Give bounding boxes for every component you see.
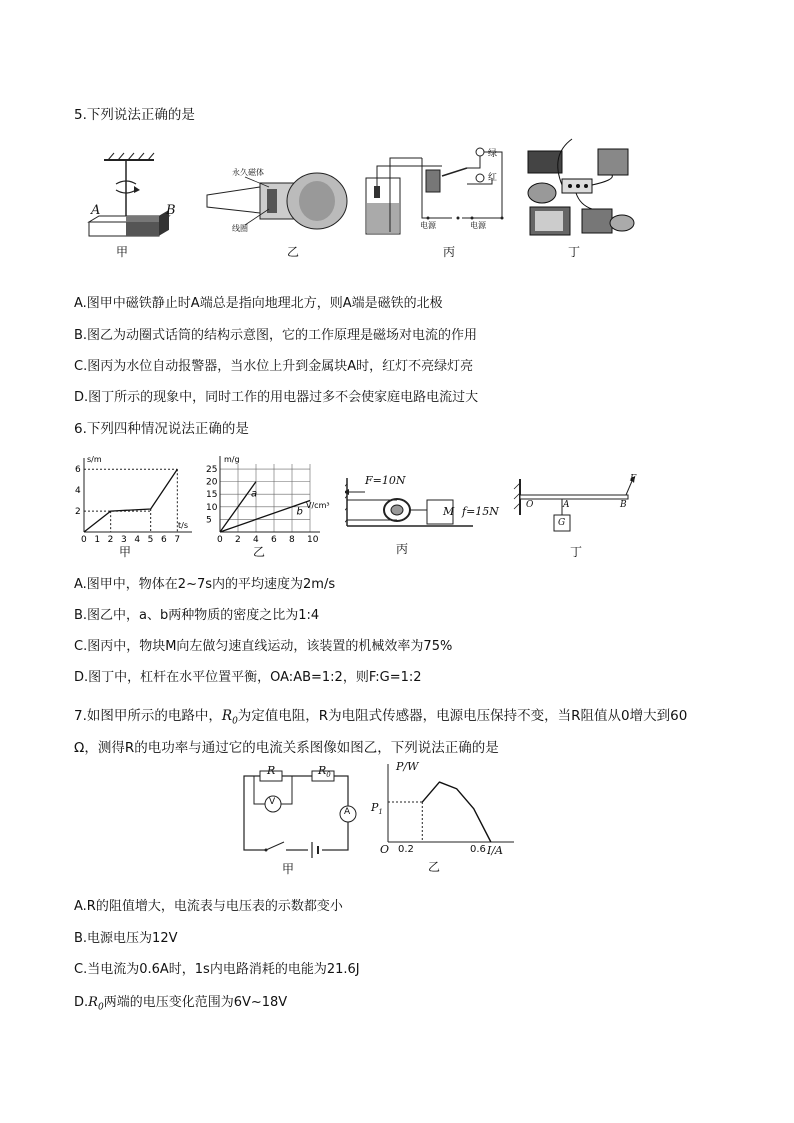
y-axis-label: s/m [87, 455, 102, 464]
q5-power1-label: 电源 [420, 221, 436, 230]
q5-option-c: C.图丙为水位自动报警器，当水位上升到金属块A时，红灯不亮绿灯亮 [74, 359, 474, 374]
q7-voltmeter-label: V [269, 797, 276, 807]
q7-fig-a-circuit [230, 762, 360, 862]
q6-option-d: D.图丁中，杠杆在水平位置平衡，OA:AB=1:2，则F:G=1:2 [74, 670, 422, 685]
q7-p-axis-label: P/W [396, 760, 419, 773]
q6-force-f-label: F=10N [365, 474, 406, 487]
q5-option-a: A.图甲中磁铁静止时A端总是指向地理北方，则A端是磁铁的北极 [74, 296, 443, 311]
y-tick-label: 4 [75, 486, 81, 497]
series-label-b: b [296, 506, 303, 518]
q7-option-d-r0: $R_0$ [88, 995, 104, 1013]
q7-p1-label: $P_1$ [371, 801, 383, 817]
x-tick-label: 6 [161, 535, 167, 545]
q7-stem-pre: 7.如图甲所示的电路中， [74, 708, 222, 724]
x-tick-label: 4 [253, 535, 259, 545]
x-tick-label: 0 [81, 535, 87, 545]
q6-friction-label: f=15N [462, 505, 499, 518]
q7-stem-line1 [74, 704, 687, 727]
y-tick-label: 10 [206, 502, 218, 513]
y-tick-label: 6 [75, 465, 81, 476]
y-tick-label: 25 [206, 465, 218, 476]
q5-mic-magnet-label: 永久磁体 [232, 168, 264, 177]
q7-circuit-r-label: R [267, 764, 276, 777]
q5-green-lamp-label: 绿 [488, 149, 498, 159]
q6-lever-a: A [563, 500, 570, 510]
q7-circuit-r0-label: $R_0$ [318, 764, 331, 780]
q5-fig-c-caption: 丙 [443, 245, 456, 259]
q7-fig-a-caption: 甲 [282, 862, 295, 876]
q6-fig-b-mv-chart [198, 450, 338, 545]
x-tick-label: 0 [217, 535, 223, 545]
q5-fig-b-caption: 乙 [287, 245, 300, 259]
q6-lever-f: F [630, 474, 637, 484]
q6-lever-o: O [526, 500, 534, 510]
q7-i-axis-label: I/A [487, 844, 503, 857]
y-tick-label: 2 [75, 507, 81, 518]
series-label-a: a [251, 488, 258, 500]
q6-lever-g: G [558, 518, 566, 528]
q5-mic-coil-label: 线圈 [232, 224, 248, 233]
q7-x-06-label: 0.6 [470, 844, 486, 855]
x-tick-label: 2 [235, 535, 241, 545]
q5-fig-a-end-a: A [91, 203, 101, 218]
q5-power2-label: 电源 [470, 221, 486, 230]
q6-fig-d-caption: 丁 [570, 545, 583, 559]
q7-option-b: B.电源电压为12V [74, 931, 178, 946]
q5-fig-a-caption: 甲 [116, 245, 129, 259]
q7-origin-label: O [380, 843, 390, 856]
series-line-st [84, 469, 177, 532]
x-tick-label: 1 [94, 535, 101, 545]
q7-r0-symbol: $R_0$ [221, 708, 238, 727]
q5-fig-d-overloaded-socket [520, 135, 640, 245]
q6-fig-d-lever [512, 475, 642, 545]
series-curve-pi [422, 782, 491, 842]
q7-x-02-label: 0.2 [398, 844, 414, 855]
q6-fig-a-caption: 甲 [119, 545, 132, 559]
q6-fig-a-st-chart [70, 450, 200, 545]
q7-option-d: $D.R_0$两端的电压变化范围为6V~18V [74, 995, 288, 1013]
x-tick-label: 2 [107, 535, 114, 545]
q7-stem-line2: Ω，测得R的电功率与通过它的电流关系图像如图乙，下列说法正确的是 [74, 740, 499, 756]
q6-option-b: B.图乙中，a、b两种物质的密度之比为1:4 [74, 608, 320, 623]
q6-fig-b-caption: 乙 [253, 545, 266, 559]
q7-option-a: A.R的阻值增大，电流表与电压表的示数都变小 [74, 899, 343, 914]
x-tick-label: 4 [134, 535, 141, 545]
q6-option-c: C.图丙中，物块M向左做匀速直线运动，该装置的机械效率为75% [74, 639, 453, 654]
q5-option-d: D.图丁所示的现象中，同时工作的用电器过多不会使家庭电路电流过大 [74, 390, 479, 405]
q5-option-b: B.图乙为动圈式话筒的结构示意图，它的工作原理是磁场对电流的作用 [74, 328, 478, 343]
q5-fig-a-suspended-magnet [84, 150, 194, 260]
x-axis-label: t/s [178, 521, 188, 530]
q7-option-c: C.当电流为0.6A时，1s内电路消耗的电能为21.6J [74, 962, 360, 977]
x-tick-label: 8 [289, 535, 295, 545]
x-tick-label: 5 [147, 535, 154, 545]
x-tick-label: 10 [307, 535, 319, 545]
x-tick-label: 3 [121, 535, 127, 545]
q6-stem: 6.下列四种情况说法正确的是 [74, 421, 249, 437]
y-tick-label: 5 [206, 515, 212, 526]
q6-block-m-label: M [443, 505, 455, 518]
x-axis-label: V/cm³ [306, 501, 330, 510]
x-tick-label: 7 [174, 535, 181, 545]
q5-fig-a-end-b: B [166, 203, 176, 218]
q5-stem: 5.下列说法正确的是 [74, 107, 195, 123]
q5-fig-b-microphone [205, 165, 350, 240]
q6-fig-c-caption: 丙 [396, 542, 409, 556]
y-tick-label: 20 [206, 477, 218, 488]
q5-fig-d-caption: 丁 [568, 245, 581, 259]
q6-option-a: A.图甲中，物体在2~7s内的平均速度为2m/s [74, 577, 336, 592]
q7-ammeter-label: A [344, 807, 351, 817]
q7-stem-post: 为定值电阻，R为电阻式传感器，电源电压保持不变，当R阻值从0增大到60 [237, 708, 688, 724]
q5-red-lamp-label: 红 [488, 173, 498, 183]
y-axis-label: m/g [224, 455, 240, 464]
q7-fig-b-caption: 乙 [428, 860, 441, 874]
x-tick-label: 6 [271, 535, 277, 545]
q6-lever-b: B [620, 500, 627, 510]
y-tick-label: 15 [206, 490, 218, 501]
